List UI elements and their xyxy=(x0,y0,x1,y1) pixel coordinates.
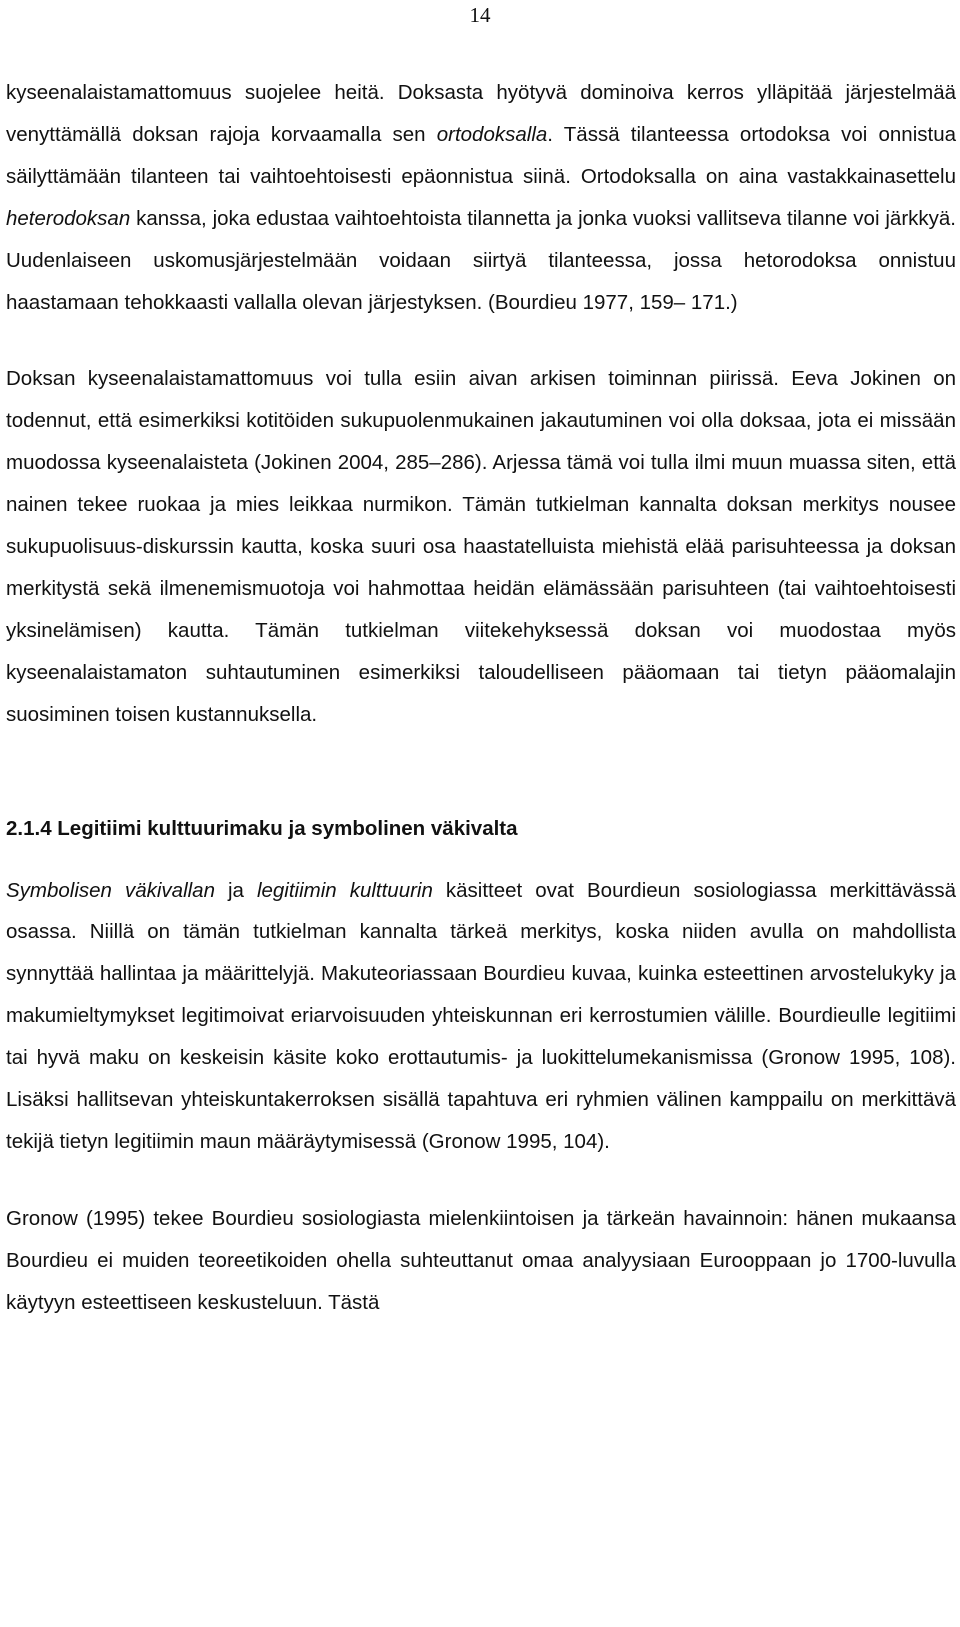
italic-term-symbolic-violence: Symbolisen väkivallan xyxy=(6,878,215,902)
italic-term-ortodoksa: ortodoksalla xyxy=(436,122,548,146)
paragraph-doksa-orthodoxy xyxy=(6,72,956,323)
text-segment: Gronow (1995) tekee Bourdieu sosiologiasta mielenkiintoisen ja tärkeän havainnoin: hänen mukaansa Bourdieu ei muiden teoreetikoiden ohella suhteuttanut omaa analyysiaan Eurooppaan jo 1700-luvulla käytyyn esteettiseen keskusteluun. Tästä xyxy=(6,1206,956,1314)
page-number: 14 xyxy=(469,3,491,27)
heading-spacer xyxy=(6,736,956,808)
heading-spacer xyxy=(6,850,956,870)
text-segment: Doksan kyseenalaistamattomuus voi tulla esiin aivan arkisen toiminnan piirissä. Eeva Jokinen on todennut, että esimerkiksi kotitöiden sukupuolenmukainen jakautuminen voi olla doksaa, jota ei missään muodossa kyseenalaisteta (Jokinen 2004, 285–286). Arjessa tämä voi tulla ilmi muun muassa siten, että nainen tekee ruokaa ja mies leikkaa nurmikon. Tämän tutkielman kannalta doksan merkitys nousee sukupuolisuus-diskurssin kautta, koska suuri osa haastatelluista miehistä elää parisuhteessa ja doksan merkitystä sekä ilmenemismuotoja voi hahmottaa heidän elämässään parisuhteen (tai vaihtoehtoisesti yksinelämisen) kautta. Tämän tutkielman viitekehyksessä doksan voi muodostaa myös kyseenalaistamaton suhtautuminen esimerkiksi taloudelliseen pääomaan tai tietyn pääomalajin suosiminen toisen kustannuksella. xyxy=(6,367,956,726)
paragraph-spacer xyxy=(6,1163,956,1198)
paragraph-symbolic-violence xyxy=(6,870,956,1163)
paragraph-doksa-everyday xyxy=(6,358,956,735)
italic-term-legitimate-culture: legitiimin kulttuurin xyxy=(256,878,433,902)
paragraph-spacer xyxy=(6,323,956,358)
paragraph-gronow xyxy=(6,1198,956,1324)
document-body xyxy=(6,72,956,1324)
italic-term-heterodoksa: heterodoksan xyxy=(6,206,131,230)
text-segment: kyseenalaistamattomuus suojelee heitä. Doksasta hyötyvä dominoiva kerros ylläpitää järjestelmää venyttämällä doksan rajoja korvaamalla sen xyxy=(6,81,956,146)
text-segment: ja xyxy=(214,878,257,902)
text-segment: kanssa, joka edustaa vaihtoehtoista tilannetta ja jonka vuoksi vallitseva tilanne voi järkkyä. Uudenlaiseen uskomusjärjestelmään voidaan siirtyä tilanteessa, jossa hetorodoksa onnistuu haastamaan tehokkaasti vallalla olevan järjestyksen. (Bourdieu 1977, 159– 171.) xyxy=(6,206,956,314)
text-segment: . Tässä tilanteessa ortodoksa voi onnistua säilyttämään tilanteen tai vaihtoehtoisesti epäonnistua siinä. Ortodoksalla on aina vastakkainasettelu xyxy=(6,122,957,188)
text-segment: käsitteet ovat Bourdieun sosiologiassa merkittävässä osassa. Niillä on tämän tutkielman kannalta tärkeä merkitys, koska niiden avulla on mahdollista synnyttää hallintaa ja määrittelyjä. Makuteoriassaan Bourdieu kuvaa, kuinka esteettinen arvostelukyky ja makumieltymykset legitimoivat eriarvoisuuden yhteiskunnan eri kerrostumien välille. Bourdieulle legitiimi tai hyvä maku on keskeisin käsite koko erottautumis- ja luokittelumekanismissa (Gronow 1995, 108). Lisäksi hallitsevan yhteiskuntakerroksen sisällä tapahtuva eri ryhmien välinen kamppailu on merkittävä tekijä tietyn legitiimin maun määräytymisessä (Gronow 1995, 104). xyxy=(6,878,956,1153)
section-heading: 2.1.4 Legitiimi kulttuurimaku ja symbolinen väkivalta xyxy=(6,816,518,840)
